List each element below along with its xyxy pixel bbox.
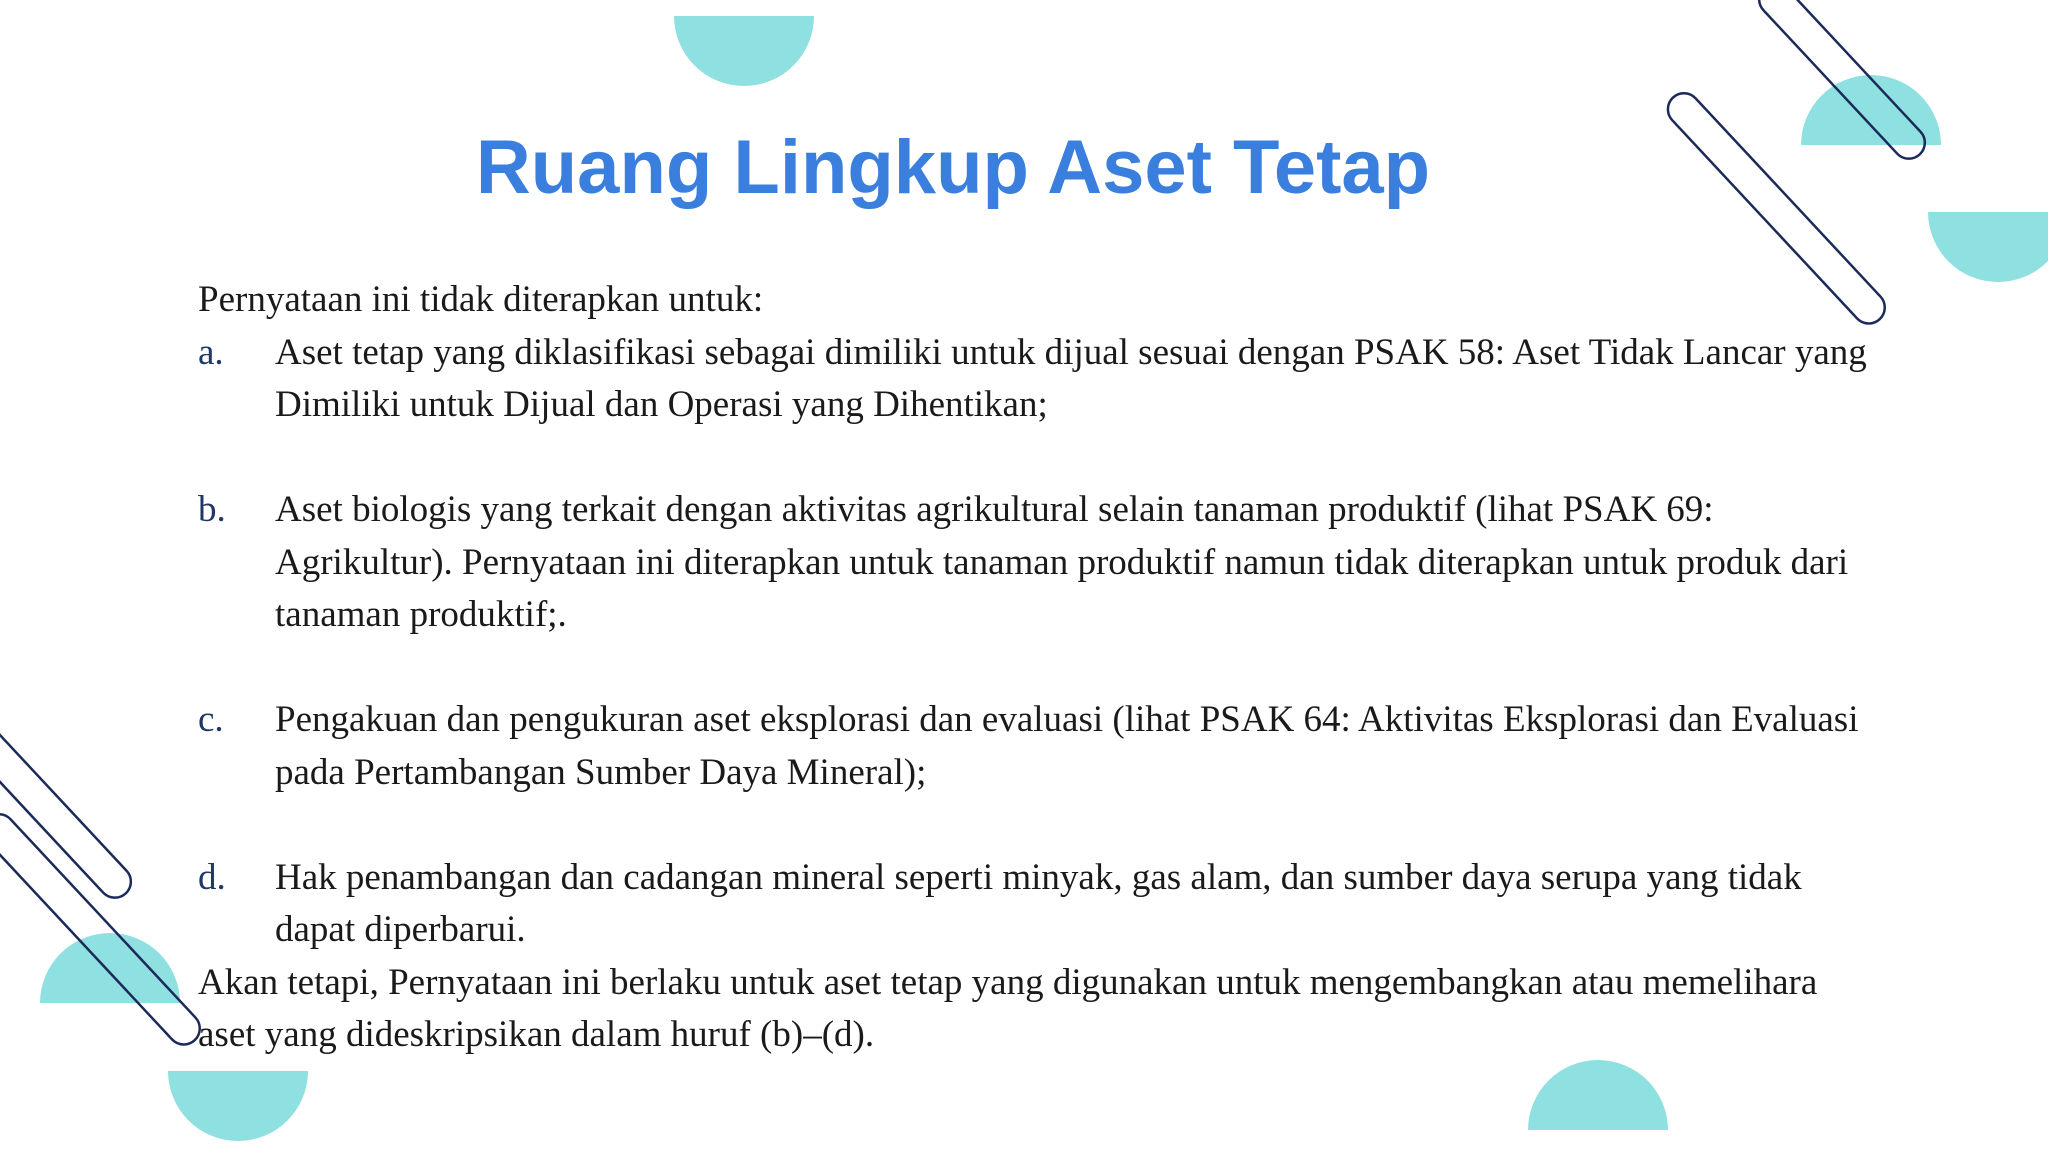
list-item-b bbox=[198, 484, 1878, 642]
list-item-text: Hak penambangan dan cadangan mineral seperti minyak, gas alam, dan sumber daya serupa yang tidak dapat diperbarui. bbox=[275, 856, 1802, 950]
list-item-c bbox=[198, 694, 1878, 799]
list-marker: b. bbox=[198, 489, 226, 530]
bottom-left-pill-outline-1 bbox=[0, 716, 137, 905]
list-item-d bbox=[198, 852, 1878, 957]
list-marker: c. bbox=[198, 699, 224, 740]
list-item-text: Pengakuan dan pengukuran aset eksplorasi dan evaluasi (lihat PSAK 64: Aktivitas Eksplorasi dan Evaluasi pada Pertambangan Sumber Daya Mineral); bbox=[275, 699, 1859, 793]
list-marker: a. bbox=[198, 331, 224, 373]
list-item-text: Aset tetap yang diklasifikasi sebagai dimiliki untuk dijual sesuai dengan PSAK 58: Aset Tidak Lancar yang Dimiliki untuk Dijual dan Operasi yang Dihentikan; bbox=[275, 331, 1867, 425]
top-semicircle-shape bbox=[674, 16, 814, 86]
bottom-left-semicircle-shape bbox=[168, 1071, 308, 1141]
exclusion-list bbox=[198, 327, 1878, 957]
closing-paragraph: Akan tetapi, Pernyataan ini berlaku untuk aset tetap yang digunakan untuk mengembangkan atau memelihara aset yang dideskripsikan dalam huruf (b)–(d). bbox=[198, 961, 1818, 1055]
bottom-left-pill-outline-2 bbox=[0, 808, 206, 1051]
right-edge-semicircle-shape bbox=[1928, 212, 2048, 282]
left-semicircle-shape bbox=[40, 933, 180, 1003]
bottom-right-semicircle-shape bbox=[1528, 1060, 1668, 1130]
intro-paragraph: Pernyataan ini tidak diterapkan untuk: bbox=[198, 279, 764, 320]
list-item-a bbox=[198, 327, 1878, 432]
list-marker: d. bbox=[198, 856, 226, 898]
list-item-text: Aset biologis yang terkait dengan aktivitas agrikultural selain tanaman produktif (lihat PSAK 69: Agrikultur). Pernyataan ini diterapkan untuk tanaman produktif namun tidak diterapkan untuk produk dari tanaman produktif;. bbox=[275, 489, 1849, 635]
slide-content bbox=[198, 274, 1878, 1062]
slide-title: Ruang Lingkup Aset Tetap bbox=[475, 125, 1431, 210]
